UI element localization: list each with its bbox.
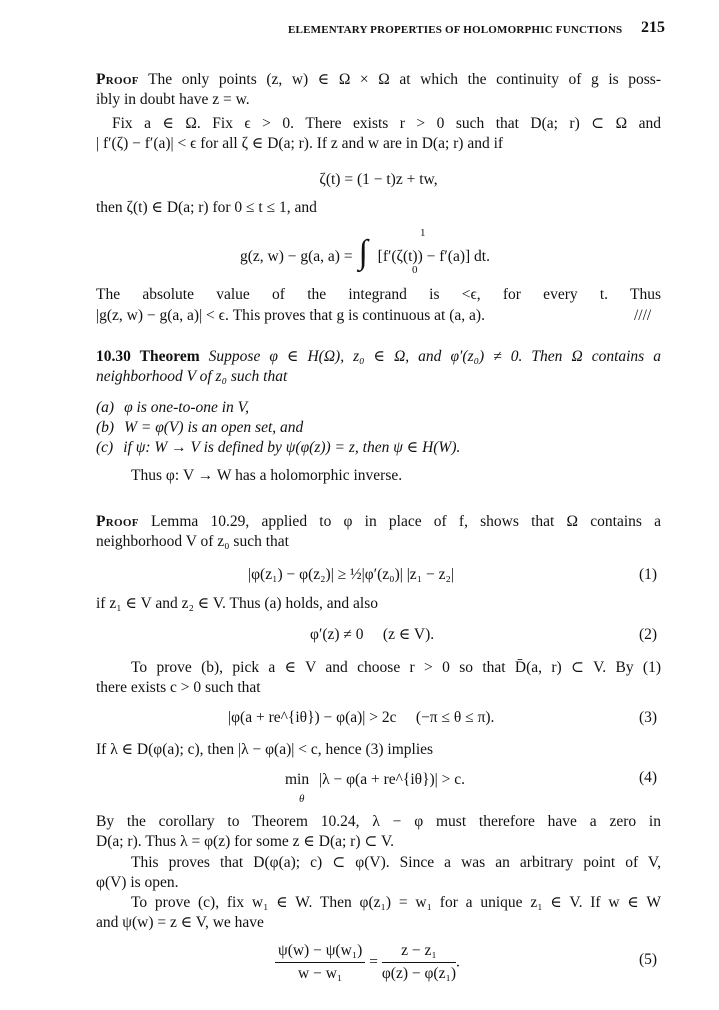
equation-4-number: (4) bbox=[639, 769, 658, 786]
theorem-label: 10.30 Theorem bbox=[96, 348, 200, 365]
proof1-line2: ibly in doubt have z = w. bbox=[96, 91, 250, 108]
theorem-line1 bbox=[96, 347, 661, 366]
integral-right: [f′(ζ(t)) − f′(a)] dt. bbox=[377, 247, 490, 265]
proof2-line2: neighborhood V of z₀ such that bbox=[96, 533, 289, 550]
equals-sign: = bbox=[369, 953, 378, 971]
proof2-line11: To prove (c), fix w₁ ∈ W. Then φ(z₁) = w₁ for a unique z₁ ∈ V. If w ∈ W bbox=[131, 894, 661, 911]
integral-lower: 0 bbox=[412, 264, 418, 276]
proof2-text: Lemma 10.29, applied to φ in place of f, shows that Ω contains a bbox=[150, 513, 662, 530]
proof1-line5: then ζ(t) ∈ D(a; r) for 0 ≤ t ≤ 1, and bbox=[96, 199, 317, 216]
equation-integral bbox=[240, 228, 490, 278]
proof2-line12: and ψ(w) = z ∈ V, we have bbox=[96, 914, 264, 931]
qed-mark: //// bbox=[634, 307, 652, 324]
equation-1: |φ(z₁) − φ(z₂)| ≥ ½|φ′(z₀)| |z₁ − z₂| bbox=[248, 566, 454, 583]
integral-upper: 1 bbox=[420, 227, 426, 239]
proof2-line1 bbox=[96, 512, 661, 531]
integral-sign-icon: ∫ bbox=[358, 234, 368, 271]
theorem-conclusion: Thus φ: V → W has a holomorphic inverse. bbox=[131, 467, 403, 484]
equation-5-number: (5) bbox=[639, 951, 658, 968]
equation-2: φ′(z) ≠ 0 (z ∈ V). bbox=[310, 626, 435, 643]
theorem-item-a: (a) φ is one-to-one in V, bbox=[96, 399, 250, 416]
proof-label: Proof bbox=[96, 71, 139, 88]
fraction-left: $\frac{\text{ψ(w) − ψ(w₁)}}{\text{w − w₁}}$ bbox=[275, 941, 365, 984]
min-operator: min bbox=[285, 771, 310, 788]
proof2-line3: if z₁ ∈ V and z₂ ∈ V. Thus (a) holds, and also bbox=[96, 595, 379, 612]
proof2-line4: To prove (b), pick a ∈ V and choose r > 0 so that D̄(a, r) ⊂ V. By (1) bbox=[131, 659, 661, 676]
equation-zeta: ζ(t) = (1 − t)z + tw, bbox=[319, 171, 438, 188]
equation-4-body: |λ − φ(a + re^{iθ})| > c. bbox=[319, 771, 466, 788]
equation-1-number: (1) bbox=[639, 566, 658, 583]
proof1-line7: |g(z, w) − g(a, a)| < ϵ. This proves that g is continuous at (a, a). bbox=[96, 307, 485, 324]
theorem-line2: neighborhood V of z₀ such that bbox=[96, 368, 288, 385]
proof2-line6: If λ ∈ D(φ(a); c), then |λ − φ(a)| < c, hence (3) implies bbox=[96, 741, 434, 758]
equation-3: |φ(a + re^{iθ}) − φ(a)| > 2c (−π ≤ θ ≤ π). bbox=[228, 709, 495, 726]
proof2-line7: By the corollary to Theorem 10.24, λ − φ must therefore have a zero in bbox=[96, 813, 661, 830]
page-number: 215 bbox=[641, 19, 665, 36]
min-subscript: θ bbox=[299, 793, 305, 805]
proof2-line8: D(a; r). Thus λ = φ(z) for some z ∈ D(a; r) ⊂ V. bbox=[96, 833, 395, 850]
proof1-text: The only points (z, w) ∈ Ω × Ω at which the continuity of g is poss- bbox=[148, 71, 661, 88]
theorem-item-c: (c) if ψ: W → V is defined by ψ(φ(z)) = z, then ψ ∈ H(W). bbox=[96, 439, 461, 456]
integral-left: g(z, w) − g(a, a) = bbox=[240, 247, 353, 265]
equation-2-number: (2) bbox=[639, 626, 658, 643]
equation-3-number: (3) bbox=[639, 709, 658, 726]
proof2-line9: This proves that D(φ(a); c) ⊂ φ(V). Since a was an arbitrary point of V, bbox=[131, 854, 661, 871]
fraction-right: $\frac{\text{z − z₁}}{\text{φ(z) − φ(z₁)}}$ bbox=[381, 942, 457, 982]
proof1-line1 bbox=[96, 70, 661, 89]
proof2-line10: φ(V) is open. bbox=[96, 874, 179, 891]
proof1-line3: Fix a ∈ Ω. Fix ϵ > 0. There exists r > 0 such that D(a; r) ⊂ Ω and bbox=[112, 115, 661, 132]
theorem-text: Suppose φ ∈ H(Ω), z₀ ∈ Ω, and φ′(z₀) ≠ 0. Then Ω contains a bbox=[208, 348, 661, 365]
proof1-line4: | f′(ζ) − f′(a)| < ϵ for all ζ ∈ D(a; r). If z and w are in D(a; r) and if bbox=[96, 135, 504, 152]
proof1-line6: The absolute value of the integrand is <ϵ, for every t. Thus bbox=[96, 286, 661, 303]
equation-4 bbox=[285, 770, 465, 789]
proof2-line5: there exists c > 0 such that bbox=[96, 679, 261, 696]
running-title: ELEMENTARY PROPERTIES OF HOLOMORPHIC FUNCTIONS bbox=[288, 24, 623, 36]
proof-label: Proof bbox=[96, 513, 139, 530]
theorem-item-b: (b) W = φ(V) is an open set, and bbox=[96, 419, 304, 436]
equation-5: $\frac{\text{ψ(w) − ψ(w₁)}}{\text{w − w₁}}$ = $\frac{\text{z − z₁}}{\text{φ(z) − φ(z₁)}}$ . bbox=[275, 941, 460, 984]
